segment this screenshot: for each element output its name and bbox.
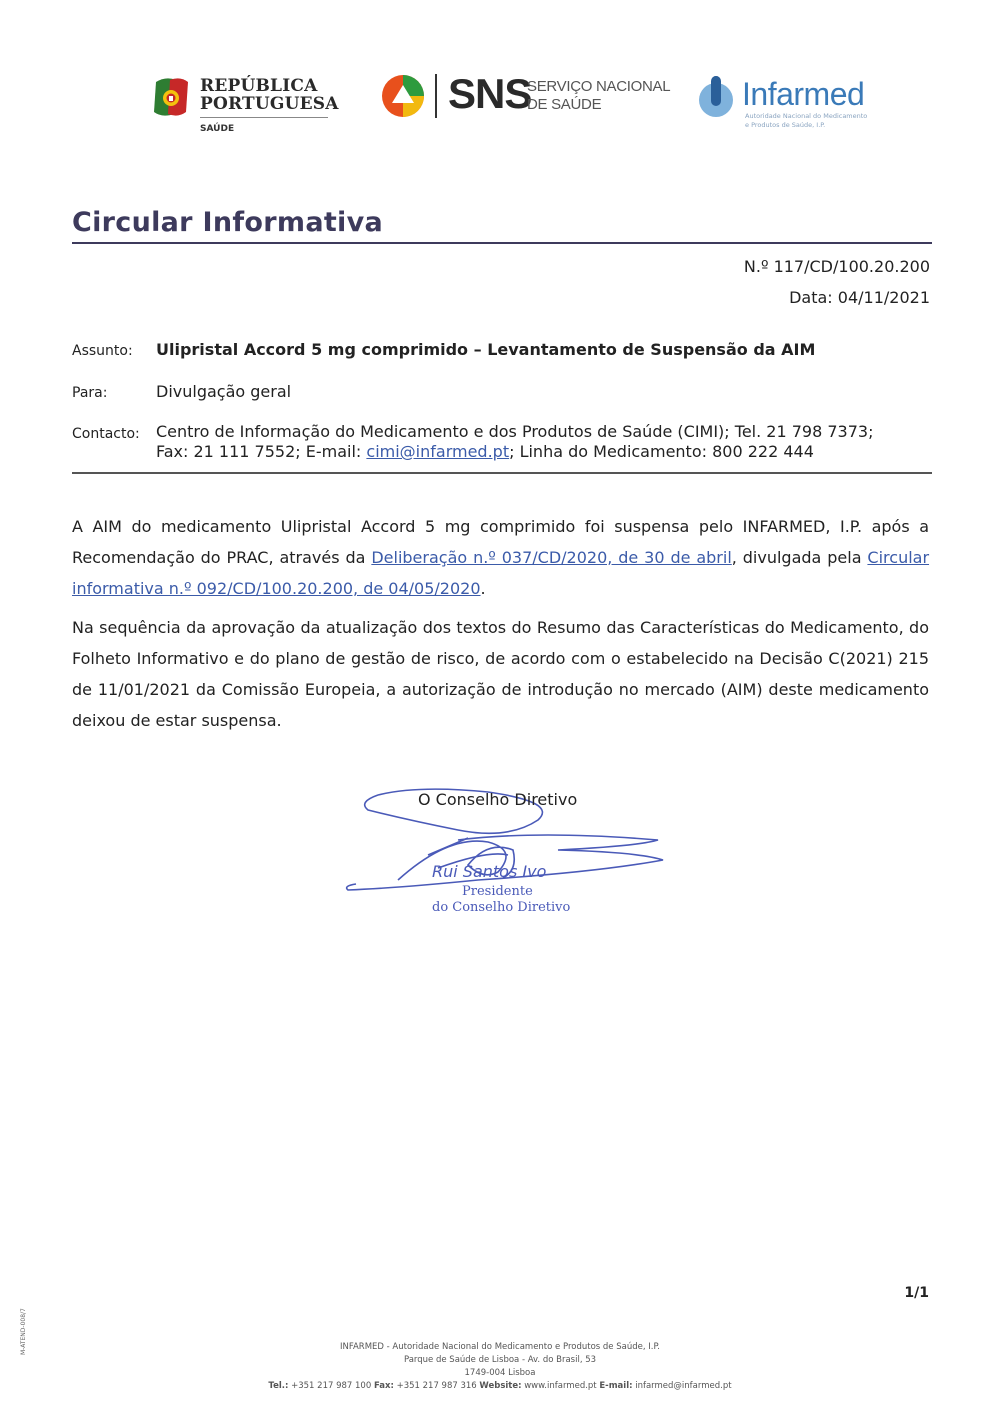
sns-divider xyxy=(435,74,437,118)
footer-line1: INFARMED - Autoridade Nacional do Medicamento e Produtos de Saúde, I.P. xyxy=(340,1342,660,1352)
footer-contacts xyxy=(0,1381,1000,1391)
contacto-line1: Centro de Informação do Medicamento e dos Produtos de Saúde (CIMI); Tel. 21 798 7373; xyxy=(156,422,874,441)
sns-sub-line2: DE SAÚDE xyxy=(527,96,602,113)
footer-web-label: Website: xyxy=(479,1381,522,1391)
republica-divider xyxy=(200,117,328,118)
signature-name: Rui Santos Ivo xyxy=(432,862,547,881)
form-code: M-ATEND-008/7 xyxy=(20,1308,27,1355)
para-label: Para: xyxy=(72,385,108,401)
contacto-label: Contacto: xyxy=(72,426,140,442)
subject-divider xyxy=(72,472,932,474)
cimi-email-link[interactable]: cimi@infarmed.pt xyxy=(366,442,510,461)
infarmed-wordmark: Infarmed xyxy=(742,76,865,112)
footer-tel: +351 217 987 100 xyxy=(291,1381,372,1391)
p1-text-c: . xyxy=(480,579,486,598)
circular-number: N.º 117/CD/100.20.200 xyxy=(743,257,930,276)
p1-text-b: , divulgada pela xyxy=(731,548,868,567)
republica-sub: SAÚDE xyxy=(200,124,235,134)
signature-role-council: do Conselho Diretivo xyxy=(432,900,571,915)
footer-line2: Parque de Saúde de Lisboa - Av. do Brasil, 53 xyxy=(403,1355,597,1365)
assunto-value: Ulipristal Accord 5 mg comprimido – Levantamento de Suspensão da AIM xyxy=(156,340,816,359)
body-paragraph-1 xyxy=(72,511,929,604)
infarmed-sub-line2: e Produtos de Saúde, I.P. xyxy=(745,121,826,129)
p1-text-a: A AIM do medicamento Ulipristal Accord 5 mg comprimido foi suspensa pelo INFARMED, I.P. após a Recomendação do PRAC, através da xyxy=(72,517,929,567)
para-value: Divulgação geral xyxy=(156,382,292,401)
deliberacao-link[interactable]: Deliberação n.º 037/CD/2020, de 30 de abril xyxy=(371,548,732,567)
body-paragraph-2: Na sequência da aprovação da atualização dos textos do Resumo das Características do Medicamento, do Folheto Informativo e do plano de gestão de risco, de acordo com o estabelecido na Decisão C(2021) 215 de 11/01/2021 da Comissão Europeia, a autorização de introdução no mercado (AIM) deste medicamento deixou de estar suspensa. xyxy=(72,618,929,730)
contacto-line2 xyxy=(156,442,814,461)
republica-line2: PORTUGUESA xyxy=(200,94,339,114)
infarmed-logo-icon xyxy=(696,74,736,118)
republica-portuguesa-emblem-icon xyxy=(152,74,190,120)
contacto-line2-prefix: Fax: 21 111 7552; E-mail: xyxy=(156,442,367,461)
footer-email-link[interactable]: infarmed@infarmed.pt xyxy=(635,1381,732,1391)
assunto-label: Assunto: xyxy=(72,343,133,359)
infarmed-sub-line1: Autoridade Nacional do Medicamento xyxy=(745,112,868,120)
footer-website-link[interactable]: www.infarmed.pt xyxy=(524,1381,597,1391)
page-number: 1/1 xyxy=(904,1285,929,1301)
republica-line1: REPÚBLICA xyxy=(200,76,318,96)
footer-email-label: E-mail: xyxy=(599,1381,633,1391)
document-title: Circular Informativa xyxy=(72,207,384,238)
contacto-line2-suffix: ; Linha do Medicamento: 800 222 444 xyxy=(509,442,814,461)
footer-line3: 1749-004 Lisboa xyxy=(464,1368,536,1378)
footer-tel-label: Tel.: xyxy=(268,1381,289,1391)
footer-fax: +351 217 987 316 xyxy=(396,1381,477,1391)
signature-role: Presidente xyxy=(462,884,533,899)
title-divider xyxy=(72,242,932,244)
sns-sub-line1: SERVIÇO NACIONAL xyxy=(527,78,671,95)
footer-fax-label: Fax: xyxy=(373,1381,394,1391)
circular-date: Data: 04/11/2021 xyxy=(789,288,930,307)
sns-wordmark: SNS xyxy=(448,70,532,117)
sns-logo-icon xyxy=(380,73,426,119)
circular-092-link[interactable]: Circular informativa n.º 092/CD/100.20.200, de 04/05/2020 xyxy=(72,548,930,598)
signature-council: O Conselho Diretivo xyxy=(418,790,578,809)
